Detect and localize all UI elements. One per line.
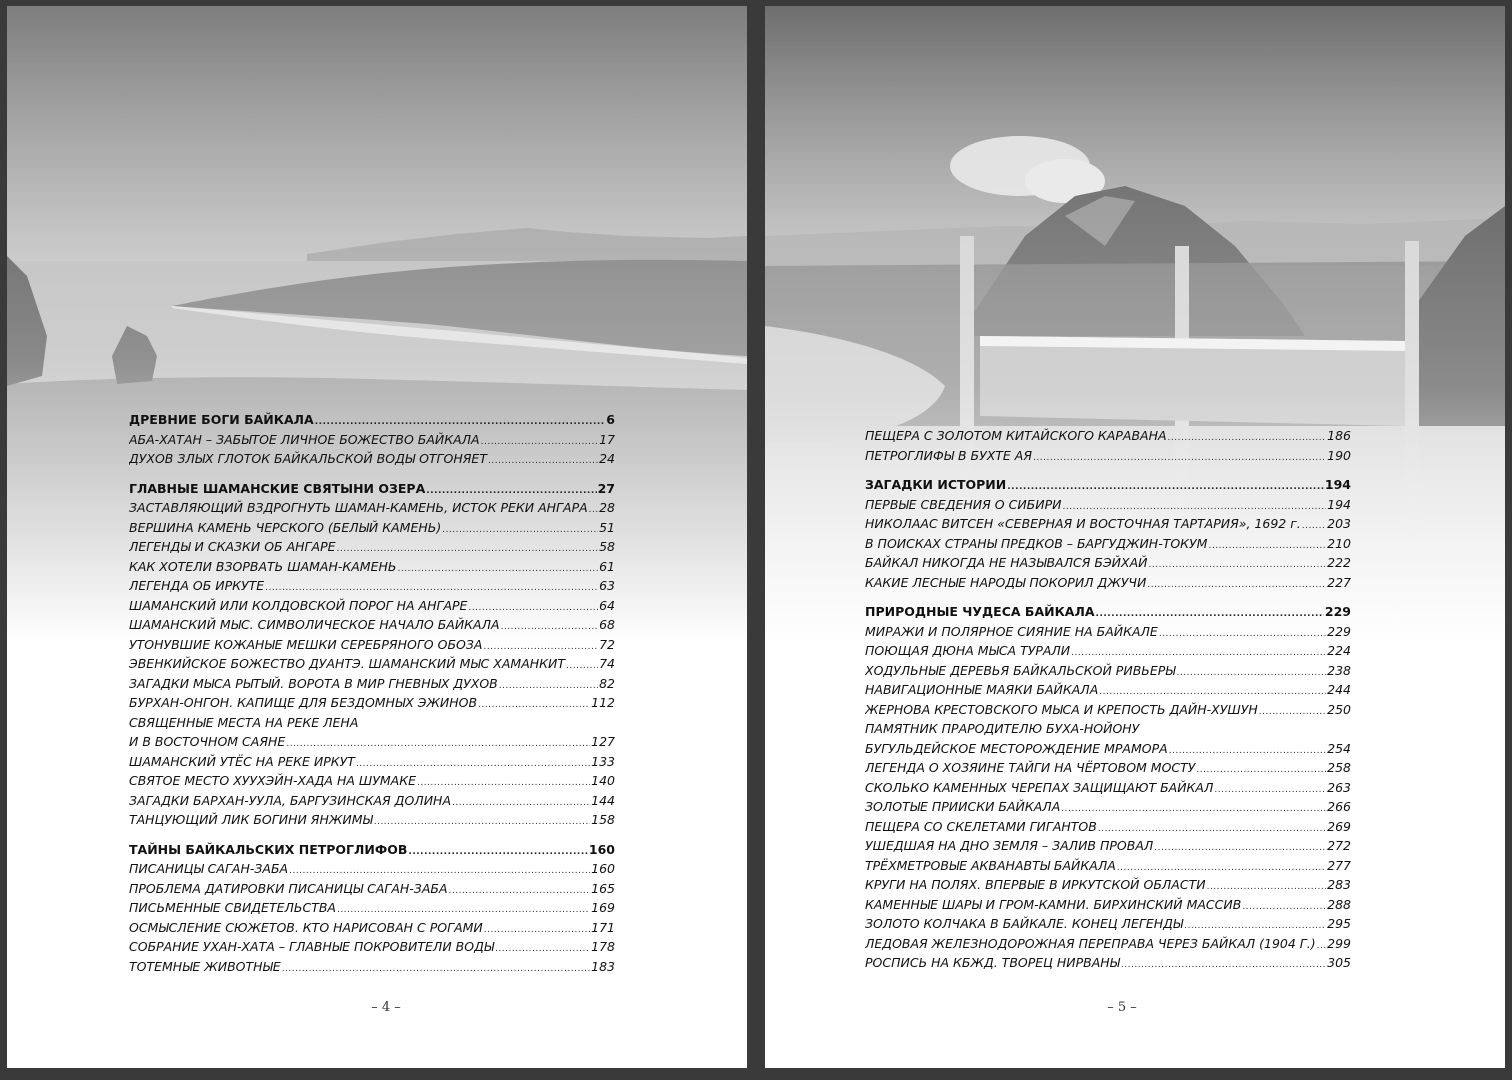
toc-title: ПЕТРОГЛИФЫ В БУХТЕ АЯ xyxy=(865,447,1033,463)
toc-title: ПЕЩЕРА С ЗОЛОТОМ КИТАЙСКОГО КАРАВАНА xyxy=(865,428,1167,443)
toc-title: МИРАЖИ И ПОЛЯРНОЕ СИЯНИЕ НА БАЙКАЛЕ xyxy=(865,623,1158,639)
toc-title: ОСМЫСЛЕНИЕ СЮЖЕТОВ. КТО НАРИСОВАН С РОГАМИ xyxy=(129,919,483,935)
toc-title: ЗАГАДКИ МЫСА РЫТЫЙ. ВОРОТА В МИР ГНЕВНЫХ ДУХОВ xyxy=(129,675,498,691)
toc-page: 190 xyxy=(1327,447,1351,463)
toc-entry[interactable] xyxy=(865,953,1351,973)
toc-page: 17 xyxy=(599,431,615,447)
toc-page: 250 xyxy=(1327,701,1351,717)
toc-entry[interactable] xyxy=(865,534,1351,554)
toc-page: 210 xyxy=(1327,535,1351,551)
toc-entry[interactable] xyxy=(865,758,1351,778)
toc-page: 295 xyxy=(1327,916,1351,931)
toc-title: ЗАСТАВЛЯЮЩИЙ ВЗДРОГНУТЬ ШАМАН-КАМЕНЬ, ИСТОК РЕКИ АНГАРА xyxy=(129,500,588,515)
toc-title: ЖЕРНОВА КРЕСТОВСКОГО МЫСА И КРЕПОСТЬ ДАЙН-ХУШУН xyxy=(865,701,1258,717)
toc-entry[interactable] xyxy=(865,426,1351,446)
toc-title: ГЛАВНЫЕ ШАМАНСКИЕ СВЯТЫНИ ОЗЕРА xyxy=(129,480,426,496)
toc-title: КАМЕННЫЕ ШАРЫ И ГРОМ-КАМНИ. БИРХИНСКИЙ МАССИВ xyxy=(865,896,1242,912)
toc-title: В ПОИСКАХ СТРАНЫ ПРЕДКОВ – БАРГУДЖИН-ТОКУМ xyxy=(865,535,1208,551)
toc-entry[interactable] xyxy=(865,446,1351,466)
toc-page: 72 xyxy=(599,636,615,652)
toc-page: 229 xyxy=(1324,604,1351,619)
toc-section[interactable] xyxy=(129,840,615,860)
toc-page: 158 xyxy=(591,812,615,827)
toc-page: 224 xyxy=(1327,643,1351,658)
page-number: – 4 – xyxy=(371,1000,401,1015)
toc-title: ШАМАНСКИЙ МЫС. СИМВОЛИЧЕСКОЕ НАЧАЛО БАЙКАЛА xyxy=(129,617,500,632)
toc-title: ПРИРОДНЫЕ ЧУДЕСА БАЙКАЛА xyxy=(865,604,1095,619)
toc-page: 283 xyxy=(1327,877,1351,892)
toc-title: ВЕРШИНА КАМЕНЬ ЧЕРСКОГО (БЕЛЫЙ КАМЕНЬ) xyxy=(129,519,442,535)
toc-page: 299 xyxy=(1327,935,1351,951)
toc-entry[interactable] xyxy=(129,713,615,733)
toc-entry[interactable] xyxy=(129,557,615,577)
toc-entry[interactable] xyxy=(865,875,1351,895)
toc-page: 266 xyxy=(1327,799,1351,814)
toc-entry[interactable] xyxy=(129,674,615,694)
toc-page: 171 xyxy=(591,919,615,935)
toc-entry[interactable] xyxy=(129,693,615,713)
toc-page: 272 xyxy=(1327,838,1351,853)
toc-title: СОБРАНИЕ УХАН-ХАТА – ГЛАВНЫЕ ПОКРОВИТЕЛИ ВОДЫ xyxy=(129,939,495,954)
toc-title: ПАМЯТНИК ПРАРОДИТЕЛЮ БУХА-НОЙОНУ xyxy=(865,721,1140,736)
toc-title: БУРХАН-ОНГОН. КАПИЩЕ ДЛЯ БЕЗДОМНЫХ ЭЖИНОВ xyxy=(129,695,478,710)
toc-section[interactable] xyxy=(129,479,615,499)
toc-page: 64 xyxy=(599,597,615,613)
toc-entry[interactable] xyxy=(129,615,615,635)
toc-page: 183 xyxy=(591,958,615,974)
toc-page: 269 xyxy=(1327,818,1351,834)
toc-title: ДУХОВ ЗЛЫХ ГЛОТОК БАЙКАЛЬСКОЙ ВОДЫ ОТГОНЯЕТ xyxy=(129,451,487,466)
toc-title: ПИСЬМЕННЫЕ СВИДЕТЕЛЬСТВА xyxy=(129,900,336,915)
toc-page: 227 xyxy=(1327,574,1351,590)
toc-entry[interactable] xyxy=(129,810,615,830)
toc-page: 254 xyxy=(1327,740,1351,756)
toc-entry[interactable] xyxy=(865,739,1351,759)
toc-section[interactable] xyxy=(865,475,1351,495)
toc-page: 140 xyxy=(591,773,615,788)
toc-entry[interactable] xyxy=(865,622,1351,642)
toc-entry[interactable] xyxy=(865,817,1351,837)
toc-title: УТОНУВШИЕ КОЖАНЫЕ МЕШКИ СЕРЕБРЯНОГО ОБОЗА xyxy=(129,636,483,652)
toc-title: И В ВОСТОЧНОМ САЯНЕ xyxy=(129,734,286,749)
toc-entry[interactable] xyxy=(865,553,1351,573)
toc-title: ЛЕГЕНДА О ХОЗЯИНЕ ТАЙГИ НА ЧЁРТОВОМ МОСТУ xyxy=(865,760,1196,775)
toc-entry[interactable] xyxy=(129,518,615,538)
toc-page: 160 xyxy=(591,861,615,876)
toc-entry[interactable] xyxy=(129,791,615,811)
toc-title: ПИСАНИЦЫ САГАН-ЗАБА xyxy=(129,861,289,876)
toc-page: 305 xyxy=(1327,955,1351,970)
toc-title: НАВИГАЦИОННЫЕ МАЯКИ БАЙКАЛА xyxy=(865,682,1099,697)
toc-page: 74 xyxy=(599,656,615,671)
toc-section[interactable] xyxy=(129,410,615,430)
toc-page: 68 xyxy=(599,617,615,632)
toc-page: 58 xyxy=(599,539,615,554)
toc-page: 82 xyxy=(599,675,615,691)
toc-entry[interactable] xyxy=(865,895,1351,915)
toc-page: 194 xyxy=(1324,477,1351,492)
toc-page: 194 xyxy=(1327,496,1351,512)
toc-title: ЗОЛОТЫЕ ПРИИСКИ БАЙКАЛА xyxy=(865,799,1061,814)
toc-title: УШЕДШАЯ НА ДНО ЗЕМЛЯ – ЗАЛИВ ПРОВАЛ xyxy=(865,838,1154,853)
toc-title: БУГУЛЬДЕЙСКОЕ МЕСТОРОЖДЕНИЕ МРАМОРА xyxy=(865,740,1168,756)
toc-page: 27 xyxy=(597,480,615,496)
toc-title: ЛЕДОВАЯ ЖЕЛЕЗНОДОРОЖНАЯ ПЕРЕПРАВА ЧЕРЕЗ БАЙКАЛ (1904 Г.) xyxy=(865,935,1316,951)
toc-title: ДРЕВНИЕ БОГИ БАЙКАЛА xyxy=(129,412,314,427)
toc-title: ПРОБЛЕМА ДАТИРОВКИ ПИСАНИЦЫ САГАН-ЗАБА xyxy=(129,880,448,896)
toc-title: ЗАГАДКИ ИСТОРИИ xyxy=(865,477,1007,492)
toc-page: 28 xyxy=(599,500,615,515)
toc-title: ЛЕГЕНДА ОБ ИРКУТЕ xyxy=(129,578,265,593)
toc-page: 238 xyxy=(1327,662,1351,678)
toc-page: 6 xyxy=(606,412,615,427)
toc-entry[interactable] xyxy=(129,576,615,596)
toc-entry[interactable] xyxy=(865,641,1351,661)
toc-entry[interactable] xyxy=(129,752,615,772)
toc-entry[interactable] xyxy=(129,430,615,450)
toc-left xyxy=(129,410,615,976)
toc-title: ШАМАНСКИЙ УТЁС НА РЕКЕ ИРКУТ xyxy=(129,753,355,769)
toc-entry[interactable] xyxy=(865,934,1351,954)
toc-entry[interactable] xyxy=(865,680,1351,700)
toc-entry[interactable] xyxy=(865,797,1351,817)
toc-title: СВЯЩЕННЫЕ МЕСТА НА РЕКЕ ЛЕНА xyxy=(129,714,359,730)
toc-title: ПЕРВЫЕ СВЕДЕНИЯ О СИБИРИ xyxy=(865,496,1062,512)
toc-entry[interactable] xyxy=(129,771,615,791)
toc-section[interactable] xyxy=(865,602,1351,622)
toc-page: 169 xyxy=(591,900,615,915)
toc-entry[interactable] xyxy=(129,957,615,977)
toc-entry[interactable] xyxy=(865,514,1351,534)
toc-page: 61 xyxy=(599,558,615,574)
toc-title: ТРЁХМЕТРОВЫЕ АКВАНАВТЫ БАЙКАЛА xyxy=(865,857,1116,873)
toc-entry[interactable] xyxy=(129,732,615,752)
toc-entry[interactable] xyxy=(865,573,1351,593)
toc-entry[interactable] xyxy=(129,654,615,674)
toc-page: 160 xyxy=(588,841,615,857)
toc-entry[interactable] xyxy=(129,537,615,557)
toc-page: 244 xyxy=(1327,682,1351,697)
toc-entry[interactable] xyxy=(129,596,615,616)
toc-title: ЭВЕНКИЙСКОЕ БОЖЕСТВО ДУАНТЭ. ШАМАНСКИЙ МЫС ХАМАНКИТ xyxy=(129,656,566,671)
toc-page: 112 xyxy=(591,695,615,710)
toc-page: 203 xyxy=(1327,516,1351,531)
toc-page: 288 xyxy=(1327,896,1351,912)
toc-page: 222 xyxy=(1327,555,1351,570)
toc-entry[interactable] xyxy=(865,661,1351,681)
toc-entry[interactable] xyxy=(129,449,615,469)
toc-page: 258 xyxy=(1327,760,1351,775)
toc-page: 63 xyxy=(599,578,615,593)
toc-page: 24 xyxy=(599,451,615,466)
toc-entry[interactable] xyxy=(865,836,1351,856)
toc-entry[interactable] xyxy=(865,856,1351,876)
toc-title: НИКОЛААС ВИТСЕН «СЕВЕРНАЯ И ВОСТОЧНАЯ ТАРТАРИЯ», 1692 г. xyxy=(865,516,1301,531)
toc-page: 144 xyxy=(591,792,615,808)
toc-title: ПЕЩЕРА СО СКЕЛЕТАМИ ГИГАНТОВ xyxy=(865,818,1097,834)
toc-entry[interactable] xyxy=(129,937,615,957)
toc-title: ТАНЦУЮЩИЙ ЛИК БОГИНИ ЯНЖИМЫ xyxy=(129,812,373,827)
page-number: – 5 – xyxy=(1107,1000,1137,1015)
toc-title: КАК ХОТЕЛИ ВЗОРВАТЬ ШАМАН-КАМЕНЬ xyxy=(129,558,397,574)
toc-entry[interactable] xyxy=(129,635,615,655)
toc-title: СВЯТОЕ МЕСТО ХУУХЭЙН-ХАДА НА ШУМАКЕ xyxy=(129,773,416,788)
toc-entry[interactable] xyxy=(129,879,615,899)
toc-right xyxy=(865,426,1351,973)
toc-title: БАЙКАЛ НИКОГДА НЕ НАЗЫВАЛСЯ БЭЙХАЙ xyxy=(865,555,1148,570)
toc-entry[interactable] xyxy=(129,498,615,518)
toc-page: 178 xyxy=(591,939,615,954)
toc-title: ЗАГАДКИ БАРХАН-УУЛА, БАРГУЗИНСКАЯ ДОЛИНА xyxy=(129,792,451,808)
toc-entry[interactable] xyxy=(865,778,1351,798)
toc-title: ЗОЛОТО КОЛЧАКА В БАЙКАЛЕ. КОНЕЦ ЛЕГЕНДЫ xyxy=(865,916,1184,931)
toc-entry[interactable] xyxy=(129,859,615,879)
left-page xyxy=(7,6,747,1068)
toc-title: АБА-ХАТАН – ЗАБЫТОЕ ЛИЧНОЕ БОЖЕСТВО БАЙКАЛА xyxy=(129,431,480,447)
toc-title: СКОЛЬКО КАМЕННЫХ ЧЕРЕПАХ ЗАЩИЩАЮТ БАЙКАЛ xyxy=(865,779,1214,795)
toc-entry[interactable] xyxy=(865,495,1351,515)
toc-page: 51 xyxy=(599,519,615,535)
toc-title: РОСПИСЬ НА КБЖД. ТВОРЕЦ НИРВАНЫ xyxy=(865,955,1120,970)
toc-page: 186 xyxy=(1327,428,1351,443)
toc-title: ТОТЕМНЫЕ ЖИВОТНЫЕ xyxy=(129,958,281,974)
toc-page: 229 xyxy=(1327,623,1351,639)
right-page xyxy=(765,6,1505,1068)
toc-title: ЛЕГЕНДЫ И СКАЗКИ ОБ АНГАРЕ xyxy=(129,539,336,554)
toc-page: 277 xyxy=(1327,857,1351,873)
toc-title: ШАМАНСКИЙ ИЛИ КОЛДОВСКОЙ ПОРОГ НА АНГАРЕ xyxy=(129,597,468,613)
toc-page: 263 xyxy=(1327,779,1351,795)
toc-entry[interactable] xyxy=(865,914,1351,934)
toc-title: ПОЮЩАЯ ДЮНА МЫСА ТУРАЛИ xyxy=(865,643,1071,658)
toc-entry[interactable] xyxy=(129,918,615,938)
toc-page: 127 xyxy=(591,734,615,749)
toc-title: КАКИЕ ЛЕСНЫЕ НАРОДЫ ПОКОРИЛ ДЖУЧИ xyxy=(865,574,1147,590)
toc-title: КРУГИ НА ПОЛЯХ. ВПЕРВЫЕ В ИРКУТСКОЙ ОБЛАСТИ xyxy=(865,877,1206,892)
toc-entry[interactable] xyxy=(865,700,1351,720)
toc-entry[interactable] xyxy=(865,719,1351,739)
toc-page: 133 xyxy=(591,753,615,769)
toc-title: ХОДУЛЬНЫЕ ДЕРЕВЬЯ БАЙКАЛЬСКОЙ РИВЬЕРЫ xyxy=(865,662,1176,678)
toc-entry[interactable] xyxy=(129,898,615,918)
toc-page: 165 xyxy=(591,880,615,896)
toc-title: ТАЙНЫ БАЙКАЛЬСКИХ ПЕТРОГЛИФОВ xyxy=(129,841,408,857)
